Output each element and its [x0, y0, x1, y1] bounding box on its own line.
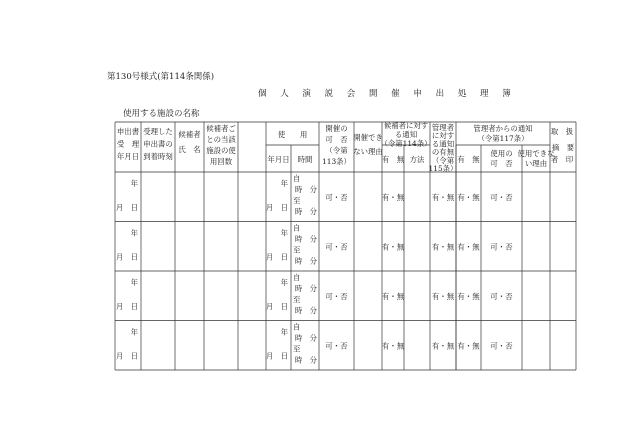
row-time-value: 時 分	[294, 284, 317, 293]
row-use-month-day: 月 日	[265, 252, 288, 262]
row-use-month-day: 月 日	[265, 302, 288, 311]
register-title: 個 人 演 説 会 開 催 申 出 処 理 簿	[258, 89, 517, 99]
row-notice-yes-no: 有・無	[381, 341, 405, 351]
header-reason: ない理由	[353, 147, 383, 156]
header-usage-count: 用回数	[209, 157, 233, 166]
header-notice-method: 方法	[409, 155, 425, 164]
header-arrival-time: 受理した	[143, 127, 173, 136]
row-use-year: 年	[280, 278, 288, 287]
header-manager-notify: （令第	[431, 155, 455, 165]
header-manager-notify: の有無	[431, 147, 455, 157]
header-manager-reason: い理由	[524, 159, 548, 168]
row-time-value: 時 分	[294, 185, 317, 194]
header-use-date: 年月日	[267, 155, 290, 164]
row-use-year: 年	[280, 327, 288, 337]
header-use-time: 時間	[297, 155, 313, 164]
header-possible: 113条）	[322, 157, 351, 166]
row-use-year: 年	[280, 179, 288, 188]
row-time-value: 時 分	[294, 207, 317, 216]
header-candidate-name: 氏 名	[178, 145, 201, 154]
header-remarks: 摘 要	[551, 143, 575, 152]
header-usage-count: との当該	[206, 135, 236, 144]
header-arrival-time: 到着時刻	[143, 152, 173, 161]
header-handler: 取 扱	[550, 127, 574, 136]
header-manager-notice: 管理者からの通知	[473, 124, 533, 133]
header-manager-use: 可 否	[490, 159, 513, 168]
header-manager-notify: に対す	[431, 131, 455, 141]
header-manager-notify: る通知	[431, 139, 455, 149]
header-use: 使 用	[277, 130, 308, 139]
row-manager-notify-yes-no: 有・無	[431, 341, 455, 351]
row-receipt-month-day: 月 日	[115, 252, 138, 262]
header-reason: 開催でき	[353, 133, 383, 142]
header-manager-notify: 115条）	[428, 164, 458, 173]
header-usage-count: 施設の使	[206, 146, 236, 155]
row-receipt-month-day: 月 日	[115, 302, 138, 311]
row-time-value: 時 分	[294, 355, 317, 365]
row-time-label: 至	[293, 344, 301, 354]
form-number: 第130号様式(第114条関係)	[107, 72, 215, 82]
header-possible: 可 否	[325, 135, 348, 144]
header-manager-reason: 使用できな	[517, 149, 555, 158]
row-receipt-month-day: 月 日	[115, 203, 138, 212]
row-time-value: 時 分	[294, 306, 317, 315]
row-manager-notify-yes-no: 有・無	[431, 242, 455, 252]
row-time-label: 自	[293, 174, 301, 183]
facility-name-label: 使用する施設の名称	[123, 109, 200, 119]
header-notice-yes-no: 有 無	[381, 155, 405, 164]
row-notice-yes-no: 有・無	[381, 242, 405, 252]
header-manager-notice: （令第117条）	[477, 134, 529, 143]
row-manager-notice-yes-no: 有・無	[457, 242, 480, 252]
row-manager-use-possible: 可・否	[490, 291, 513, 301]
row-receipt-month-day: 月 日	[115, 351, 138, 361]
row-time-value: 時 分	[294, 333, 317, 343]
row-time-value: 時 分	[294, 256, 317, 266]
header-candidate-notice: （令第114条）	[380, 139, 432, 148]
row-use-month-day: 月 日	[265, 351, 288, 361]
row-time-label: 至	[293, 196, 301, 205]
row-time-label: 至	[293, 245, 301, 255]
row-receipt-year: 年	[130, 228, 138, 238]
row-receipt-year: 年	[130, 179, 138, 188]
row-receipt-year: 年	[130, 278, 138, 287]
header-receipt-date: 受 理	[116, 139, 140, 149]
header-possible: （令第	[325, 146, 348, 155]
header-candidate-name: 候補者	[178, 130, 201, 139]
row-manager-notice-yes-no: 有・無	[457, 192, 480, 202]
row-time-value: 時 分	[294, 234, 317, 244]
row-time-label: 至	[293, 295, 301, 304]
row-manager-notify-yes-no: 有・無	[431, 192, 455, 202]
row-manager-notice-yes-no: 有・無	[457, 291, 480, 301]
row-notice-yes-no: 有・無	[381, 291, 405, 301]
row-manager-use-possible: 可・否	[490, 341, 513, 351]
row-time-label: 自	[293, 322, 301, 332]
header-manager-notify: 管理者	[431, 123, 455, 132]
row-receipt-year: 年	[130, 327, 138, 337]
row-possible: 可・否	[325, 341, 348, 351]
row-time-label: 自	[293, 273, 301, 282]
row-manager-notice-yes-no: 有・無	[457, 341, 480, 351]
header-receipt-date: 申出書	[116, 127, 140, 136]
header-handler: 者 印	[550, 155, 574, 164]
row-use-year: 年	[280, 228, 288, 238]
row-manager-notify-yes-no: 有・無	[431, 291, 455, 301]
header-manager-use: 使用の	[490, 149, 513, 158]
header-candidate-notice: 候補者に対す	[383, 121, 429, 130]
row-possible: 可・否	[325, 192, 348, 202]
header-manager-yes-no: 有 無	[457, 155, 480, 164]
header-possible: 開催の	[325, 124, 348, 133]
row-use-month-day: 月 日	[265, 203, 288, 212]
row-possible: 可・否	[325, 242, 348, 252]
header-candidate-notice: る通知	[394, 130, 418, 139]
row-possible: 可・否	[325, 291, 348, 301]
header-usage-count: 候補者ご	[206, 124, 236, 133]
row-notice-yes-no: 有・無	[381, 192, 405, 202]
header-receipt-date: 年月日	[116, 152, 140, 161]
header-arrival-time: 申出書の	[143, 139, 173, 149]
row-manager-use-possible: 可・否	[490, 242, 513, 252]
row-manager-use-possible: 可・否	[490, 192, 513, 202]
row-time-label: 自	[293, 223, 301, 233]
